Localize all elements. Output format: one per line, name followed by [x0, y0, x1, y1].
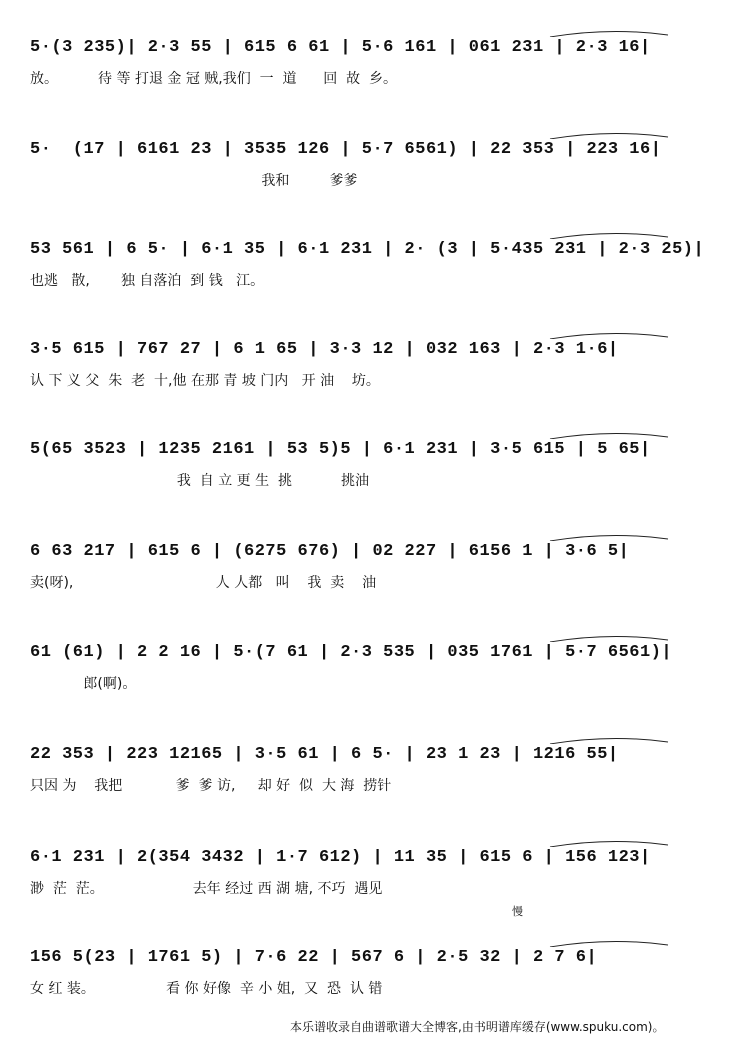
slur-mark	[70, 29, 670, 37]
slur-mark	[70, 533, 670, 541]
notation-line: 5· (17 | 6161 23 | 3535 126 | 5·7 6561) | 22 353 | 223 16|	[30, 140, 662, 159]
notation-line: 6·1 231 | 2(354 3432 | 1·7 612) | 11 35 | 615 6 | 156 123|	[30, 848, 651, 867]
lyrics-line: 卖(呀), 人 人都 叫 我 卖 油	[30, 575, 377, 591]
lyrics-line: 我和 爹爹	[30, 173, 358, 189]
source-footer: 本乐谱收录自曲谱歌谱大全博客,由书明谱库缓存(www.spuku.com)。	[290, 1020, 665, 1034]
lyrics-line: 渺 茫 茫。 去年 经过 西 湖 塘, 不巧 遇见	[30, 881, 383, 897]
slur-mark	[70, 431, 670, 439]
lyrics-line: 也逃 散, 独 自落泊 到 钱 江。	[30, 273, 265, 289]
slur-mark	[70, 839, 670, 847]
notation-line: 6 63 217 | 615 6 | (6275 676) | 02 227 | 6156 1 | 3·6 5|	[30, 542, 630, 561]
lyrics-line: 郎(啊)。	[30, 676, 137, 692]
slur-mark	[70, 736, 670, 744]
lyrics-line: 女 红 装。 看 你 好像 辛 小 姐, 又 恐 认 错	[30, 981, 383, 997]
slur-mark	[70, 131, 670, 139]
lyrics-line: 我 自 立 更 生 挑 挑油	[30, 473, 369, 489]
lyrics-line: 认 下 义 父 朱 老 十,他 在那 青 坡 门内 开 油 坊。	[30, 373, 380, 389]
lyrics-line: 只因 为 我把 爹 爹 访, 却 好 似 大 海 捞针	[30, 778, 392, 794]
slur-mark	[70, 231, 670, 239]
notation-line: 3·5 615 | 767 27 | 6 1 65 | 3·3 12 | 032 163 | 2·3 1·6|	[30, 340, 619, 359]
slur-mark	[70, 331, 670, 339]
notation-line: 22 353 | 223 12165 | 3·5 61 | 6 5· | 23 1 23 | 1216 55|	[30, 745, 619, 764]
slur-mark	[70, 634, 670, 642]
notation-line: 5(65 3523 | 1235 2161 | 53 5)5 | 6·1 231 | 3·5 615 | 5 65|	[30, 440, 651, 459]
slur-mark	[70, 939, 670, 947]
notation-line: 61 (61) | 2 2 16 | 5·(7 61 | 2·3 535 | 035 1761 | 5·7 6561)|	[30, 643, 673, 662]
tempo-mark: 慢	[512, 905, 523, 918]
lyrics-line: 放。 待 等 打退 金 冠 贼,我们 一 道 回 故 乡。	[30, 71, 398, 87]
notation-line: 156 5(23 | 1761 5) | 7·6 22 | 567 6 | 2·5 32 | 2 7 6|	[30, 948, 598, 967]
notation-line: 53 561 | 6 5· | 6·1 35 | 6·1 231 | 2· (3 | 5·435 231 | 2·3 25)|	[30, 240, 705, 259]
notation-line: 5·(3 235)| 2·3 55 | 615 6 61 | 5·6 161 | 061 231 | 2·3 16|	[30, 38, 651, 57]
